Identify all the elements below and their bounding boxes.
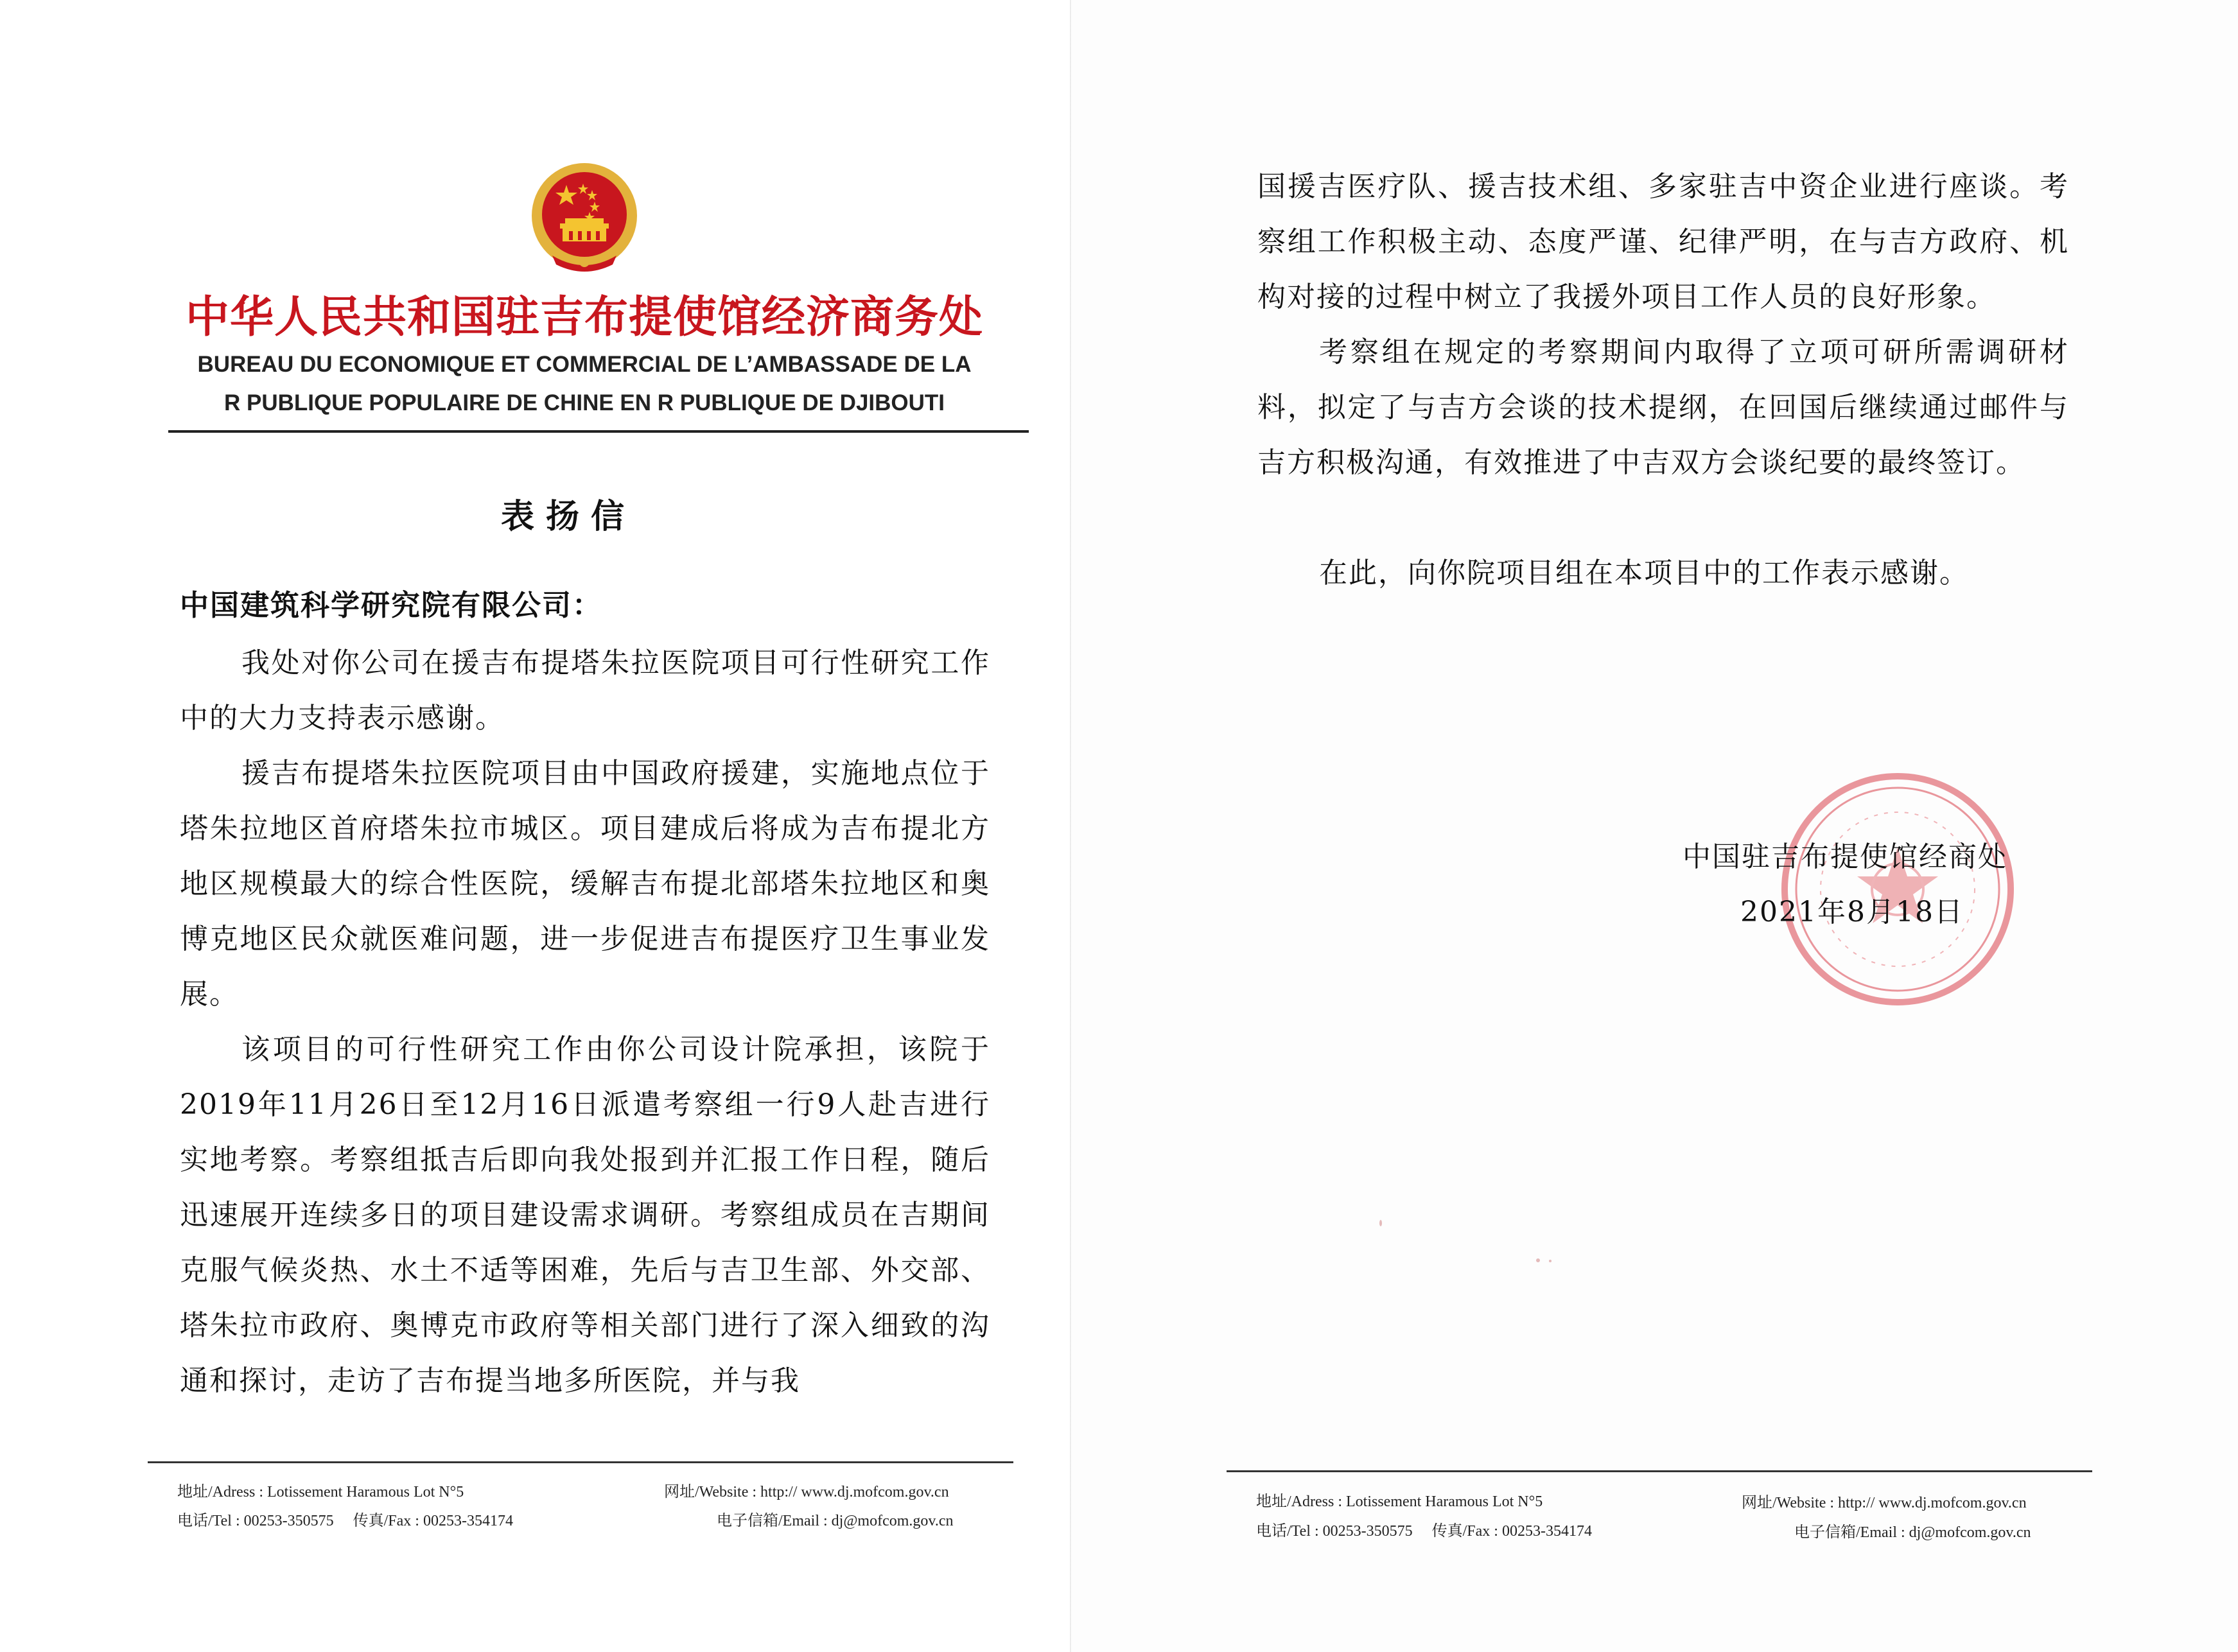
- footer-email: 电子信箱/Email : dj@mofcom.gov.cn: [717, 1513, 954, 1529]
- signature-date: 2021年8月18日: [1740, 896, 1964, 928]
- letterhead-divider: [168, 430, 1029, 433]
- paper-speck: [1379, 1220, 1382, 1226]
- letter-paragraph: 考察组在规定的考察期间内取得了立项可研所需调研材料，拟定了与吉方会谈的技术提纲，在回国后继续通过邮件与吉方积极沟通，有效推进了中吉双方会谈纪要的最终签订。: [1257, 336, 2069, 479]
- footer-phone-fax: [177, 1508, 513, 1530]
- footer-address: 地址/Adress : Lotissement Haramous Lot N°5: [1256, 1493, 1543, 1510]
- letter-paragraph: 援吉布提塔朱拉医院项目由中国政府援建，实施地点位于塔朱拉地区首府塔朱拉市城区。项目建成后将成为吉布提北方地区规模最大的综合性医院，缓解吉布提北部塔朱拉地区和奥博克地区民众就医难问题，进一步促进吉布提医疗卫生事业发展。: [180, 757, 990, 1011]
- letter-title: 表扬信: [501, 497, 636, 536]
- footer-tel: 电话/Tel : 00253-350575: [1256, 1523, 1413, 1540]
- paper-speck: [1536, 1258, 1540, 1262]
- footer-phone-fax: [1256, 1518, 1592, 1540]
- letterhead-org-cn: 中华人民共和国驻吉布提使馆经济商务处: [185, 292, 983, 343]
- letterhead-org-fr-line2: R PUBLIQUE POPULAIRE DE CHINE EN R PUBLIQUE DE DJIBOUTI: [223, 390, 945, 415]
- letter-page-1: [0, 0, 1071, 1652]
- paper-speck: [1549, 1260, 1552, 1262]
- footer-email: 电子信箱/Email : dj@mofcom.gov.cn: [1794, 1524, 2031, 1541]
- footer-fax: 传真/Fax : 00253-354174: [353, 1513, 513, 1529]
- letterhead-org-fr-line1: BUREAU DU ECONOMIQUE ET COMMERCIAL DE L’AMBASSADE DE LA: [197, 352, 972, 377]
- letter-paragraph: 在此，向你院项目组在本项目中的工作表示感谢。: [1319, 557, 1969, 589]
- letter-paragraph: 该项目的可行性研究工作由你公司设计院承担，该院于2019年11月26日至12月16日派遣考察组一行9人赴吉进行实地考察。考察组抵吉后即向我处报到并汇报工作日程，随后迅速展开连续多日的项目建设需求调研。考察组成员在吉期间克服气候炎热、水土不适等困难，先后与吉卫生部、外交部、塔朱拉市政府、奥博克市政府等相关部门进行了深入细致的沟通和探讨，走访了吉布提当地多所医院，并与我: [180, 1033, 990, 1397]
- letter-addressee: 中国建筑科学研究院有限公司：: [180, 588, 603, 622]
- national-emblem-icon: [527, 159, 642, 275]
- footer-tel: 电话/Tel : 00253-350575: [177, 1513, 334, 1529]
- footer-divider: [148, 1461, 1013, 1463]
- signature-org: 中国驻吉布提使馆经商处: [1683, 840, 2007, 873]
- footer-address: 地址/Adress : Lotissement Haramous Lot N°5: [177, 1484, 464, 1500]
- footer-website: 网址/Website : http:// www.dj.mofcom.gov.cn: [1742, 1495, 2027, 1511]
- footer-divider: [1227, 1470, 2092, 1472]
- footer-website: 网址/Website : http:// www.dj.mofcom.gov.cn: [664, 1484, 949, 1500]
- letter-paragraph: 我处对你公司在援吉布提塔朱拉医院项目可行性研究工作中的大力支持表示感谢。: [180, 647, 990, 735]
- footer-fax: 传真/Fax : 00253-354174: [1431, 1523, 1592, 1540]
- letter-paragraph: 国援吉医疗队、援吉技术组、多家驻吉中资企业进行座谈。考察组工作积极主动、态度严谨、纪律严明，在与吉方政府、机构对接的过程中树立了我援外项目工作人员的良好形象。: [1257, 170, 2069, 313]
